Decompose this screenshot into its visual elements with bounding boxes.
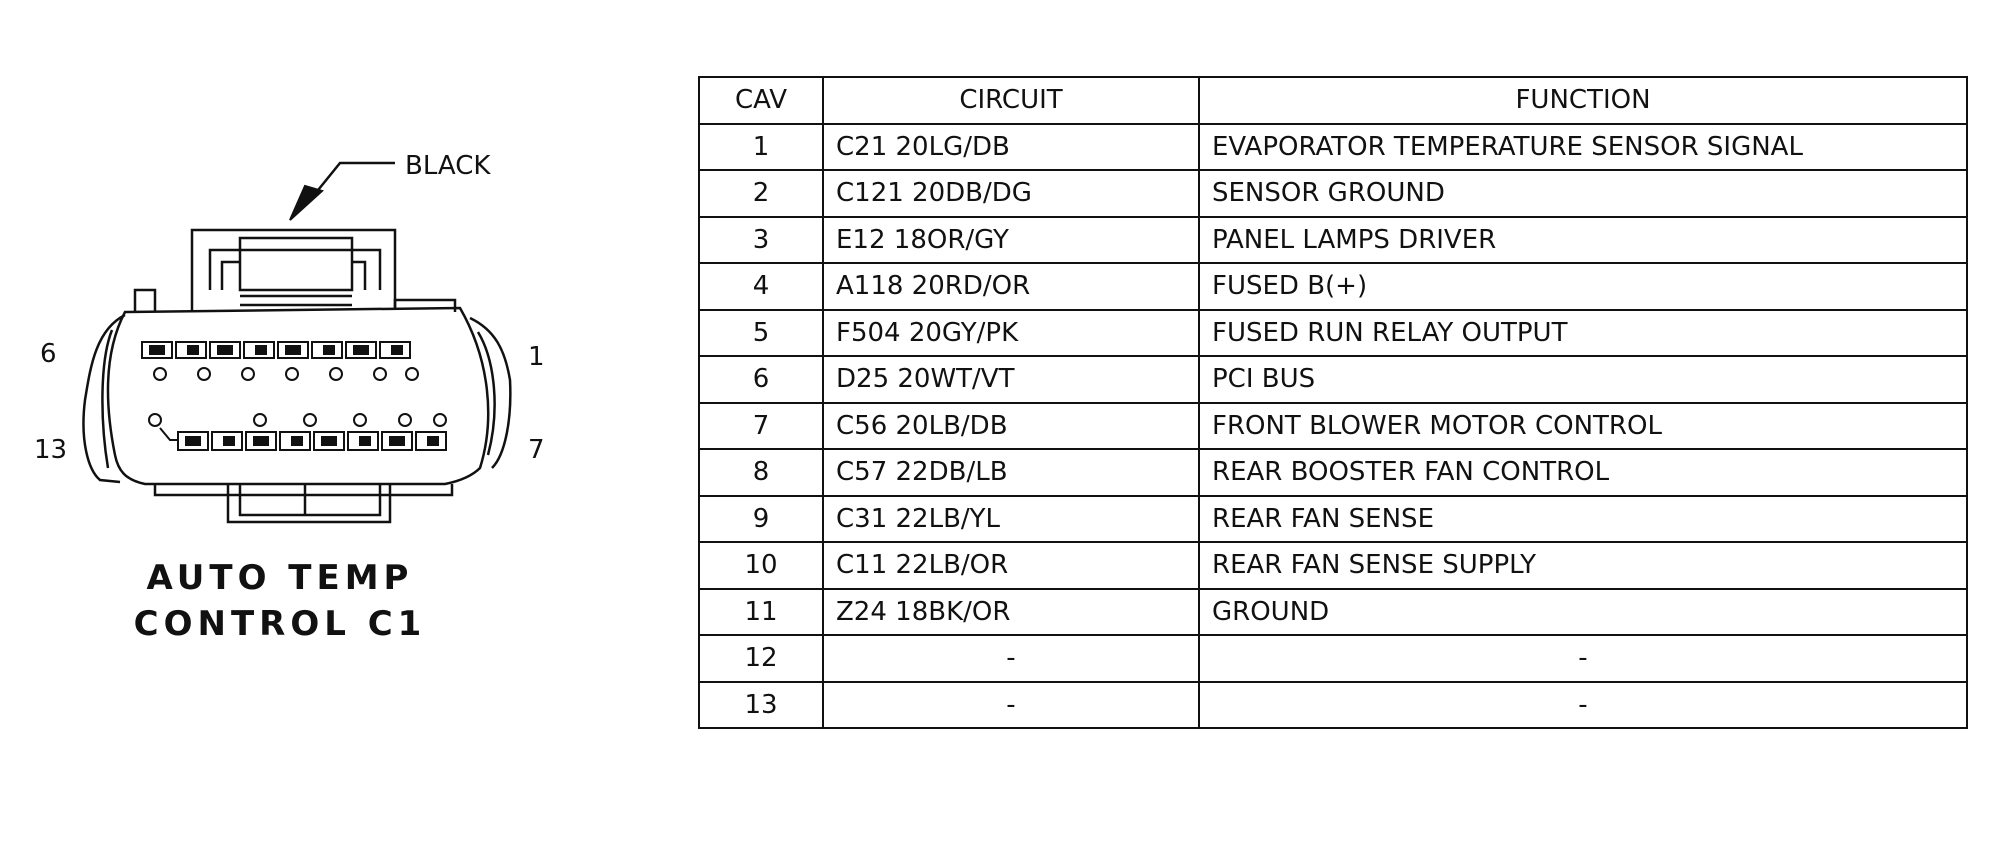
circuit-cell: F504 20GY/PK — [823, 310, 1199, 357]
circuit-cell: C31 22LB/YL — [823, 496, 1199, 543]
table-row — [699, 403, 1967, 450]
header-cav: CAV — [699, 77, 823, 124]
table-row — [699, 496, 1967, 543]
pin-label-13: 13 — [34, 435, 68, 465]
circuit-cell: E12 18OR/GY — [823, 217, 1199, 264]
table-row — [699, 589, 1967, 636]
pin-label-7: 7 — [528, 435, 545, 465]
function-cell: FUSED B(+) — [1199, 263, 1967, 310]
function-cell: PANEL LAMPS DRIVER — [1199, 217, 1967, 264]
pinout-table — [698, 76, 1968, 729]
function-cell: FUSED RUN RELAY OUTPUT — [1199, 310, 1967, 357]
callout-arrowhead-icon — [290, 186, 322, 220]
terminal-row-bottom — [149, 414, 446, 450]
cav-cell: 13 — [699, 682, 823, 729]
circuit-cell: C11 22LB/OR — [823, 542, 1199, 589]
cav-cell: 1 — [699, 124, 823, 171]
function-cell: EVAPORATOR TEMPERATURE SENSOR SIGNAL — [1199, 124, 1967, 171]
cav-cell: 12 — [699, 635, 823, 682]
table-row — [699, 635, 1967, 682]
function-cell: REAR BOOSTER FAN CONTROL — [1199, 449, 1967, 496]
function-cell: FRONT BLOWER MOTOR CONTROL — [1199, 403, 1967, 450]
circuit-cell: - — [823, 682, 1199, 729]
connector-title-line-2: CONTROL C1 — [133, 604, 427, 644]
cav-cell: 4 — [699, 263, 823, 310]
function-cell: SENSOR GROUND — [1199, 170, 1967, 217]
circuit-cell: D25 20WT/VT — [823, 356, 1199, 403]
table-header-row — [699, 77, 1967, 124]
callout-leader-line — [310, 163, 395, 200]
function-cell: - — [1199, 635, 1967, 682]
table-row — [699, 682, 1967, 729]
cav-cell: 9 — [699, 496, 823, 543]
table-row — [699, 217, 1967, 264]
function-cell: GROUND — [1199, 589, 1967, 636]
header-function: FUNCTION — [1199, 77, 1967, 124]
cav-cell: 7 — [699, 403, 823, 450]
header-circuit: CIRCUIT — [823, 77, 1199, 124]
connector-color-label: BLACK — [405, 151, 491, 181]
circuit-cell: C121 20DB/DG — [823, 170, 1199, 217]
cav-cell: 3 — [699, 217, 823, 264]
function-cell: REAR FAN SENSE — [1199, 496, 1967, 543]
cav-cell: 2 — [699, 170, 823, 217]
pin-label-1: 1 — [528, 342, 545, 372]
cav-cell: 5 — [699, 310, 823, 357]
table-row — [699, 170, 1967, 217]
pin-label-6: 6 — [40, 339, 57, 369]
cav-cell: 6 — [699, 356, 823, 403]
connector-title-line-1: AUTO TEMP — [146, 558, 414, 598]
circuit-cell: A118 20RD/OR — [823, 263, 1199, 310]
circuit-cell: C57 22DB/LB — [823, 449, 1199, 496]
cav-cell: 10 — [699, 542, 823, 589]
circuit-cell: C56 20LB/DB — [823, 403, 1199, 450]
connector-diagram — [0, 0, 640, 846]
connector-title — [120, 555, 440, 647]
table-row — [699, 124, 1967, 171]
table-row — [699, 449, 1967, 496]
circuit-cell: Z24 18BK/OR — [823, 589, 1199, 636]
cav-cell: 8 — [699, 449, 823, 496]
circuit-cell: C21 20LG/DB — [823, 124, 1199, 171]
table-row — [699, 542, 1967, 589]
circuit-cell: - — [823, 635, 1199, 682]
cav-cell: 11 — [699, 589, 823, 636]
table-row — [699, 263, 1967, 310]
function-cell: PCI BUS — [1199, 356, 1967, 403]
table-row — [699, 310, 1967, 357]
table-row — [699, 356, 1967, 403]
terminal-row-top — [142, 342, 418, 380]
function-cell: REAR FAN SENSE SUPPLY — [1199, 542, 1967, 589]
function-cell: - — [1199, 682, 1967, 729]
